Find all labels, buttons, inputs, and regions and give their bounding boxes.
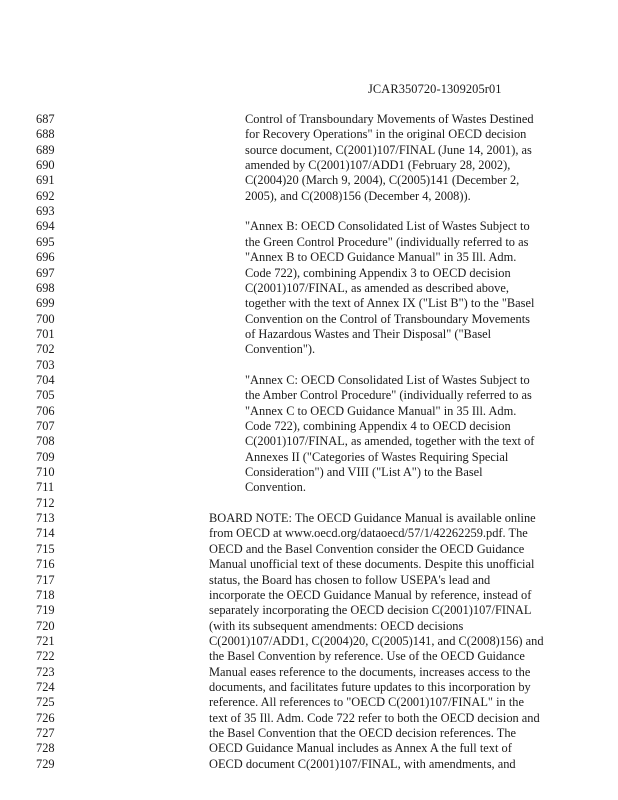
line-number: 699 — [36, 296, 55, 311]
document-id-header: JCAR350720-1309205r01 — [368, 82, 502, 96]
line-text: Code 722), combining Appendix 4 to OECD decision — [245, 419, 511, 433]
line-number: 689 — [36, 142, 55, 157]
text-line — [0, 741, 618, 756]
line-number: 712 — [36, 495, 55, 510]
line-text: documents, and facilitates future updates to this incorporation by — [209, 679, 531, 694]
line-text: BOARD NOTE: The OECD Guidance Manual is available online — [209, 511, 536, 526]
line-number: 722 — [36, 649, 55, 664]
text-line — [0, 542, 618, 557]
line-number: 687 — [36, 112, 55, 126]
text-line — [0, 573, 618, 588]
text-line — [0, 204, 618, 219]
line-text: OECD document C(2001)107/FINAL, with amendments, and — [209, 756, 516, 771]
line-number: 728 — [36, 741, 55, 756]
text-line — [0, 143, 618, 158]
text-line — [0, 480, 618, 495]
line-text: amended by C(2001)107/ADD1 (February 28, 2002), — [245, 158, 511, 173]
text-line — [0, 235, 618, 250]
text-line — [0, 526, 618, 541]
line-text: incorporate the OECD Guidance Manual by reference, instead of — [209, 587, 532, 602]
line-text: C(2001)107/FINAL, as amended as described above, — [245, 280, 509, 295]
text-line — [0, 603, 618, 618]
line-text: "Annex B to OECD Guidance Manual" in 35 Ill. Adm. — [245, 250, 517, 265]
line-text: separately incorporating the OECD decision C(2001)107/FINAL — [209, 603, 532, 618]
line-text: C(2001)107/ADD1, C(2004)20, C(2005)141, and C(2008)156) and — [209, 633, 544, 648]
line-text: the Basel Convention that the OECD decision references. The — [209, 726, 517, 740]
text-line — [0, 450, 618, 465]
line-number: 723 — [36, 664, 55, 679]
text-line — [0, 158, 618, 173]
line-text: "Annex B: OECD Consolidated List of Wastes Subject to — [245, 219, 530, 234]
line-number: 702 — [36, 342, 55, 357]
line-number: 707 — [36, 419, 55, 433]
line-number: 706 — [36, 403, 55, 418]
text-line — [0, 649, 618, 664]
text-line — [0, 219, 618, 234]
text-line — [0, 695, 618, 710]
text-line — [0, 266, 618, 281]
line-number: 719 — [36, 603, 55, 618]
line-number: 697 — [36, 265, 55, 280]
line-text: Control of Transboundary Movements of Wastes Destined — [245, 112, 534, 126]
line-text: C(2001)107/FINAL, as amended, together with the text of — [245, 434, 535, 449]
line-text: Convention"). — [245, 342, 316, 357]
line-text: of Hazardous Wastes and Their Disposal" ("Basel — [245, 326, 492, 341]
text-line — [0, 465, 618, 480]
line-text: OECD and the Basel Convention consider the OECD Guidance — [209, 541, 525, 556]
line-number: 715 — [36, 541, 55, 556]
line-text: reference. All references to "OECD C(2001)107/FINAL" in the — [209, 695, 524, 710]
text-line — [0, 327, 618, 342]
text-line — [0, 665, 618, 680]
line-text: (with its subsequent amendments: OECD decisions — [209, 618, 464, 633]
line-number: 703 — [36, 357, 55, 372]
line-number: 717 — [36, 572, 55, 587]
text-line — [0, 342, 618, 357]
line-number: 691 — [36, 173, 55, 188]
line-number: 718 — [36, 587, 55, 602]
line-text: 2005), and C(2008)156 (December 4, 2008)). — [245, 188, 471, 203]
text-line — [0, 711, 618, 726]
line-text: source document, C(2001)107/FINAL (June 14, 2001), as — [245, 142, 532, 157]
line-number: 700 — [36, 311, 55, 326]
line-text: text of 35 Ill. Adm. Code 722 refer to both the OECD decision and — [209, 710, 540, 725]
line-number: 693 — [36, 204, 55, 219]
text-line — [0, 511, 618, 526]
line-text: Manual unofficial text of these documents. Despite this unofficial — [209, 557, 535, 572]
text-line — [0, 173, 618, 188]
line-text: "Annex C: OECD Consolidated List of Wastes Subject to — [245, 372, 530, 387]
text-line — [0, 404, 618, 419]
line-text: OECD Guidance Manual includes as Annex A the full text of — [209, 741, 512, 756]
text-line — [0, 281, 618, 296]
text-line — [0, 312, 618, 327]
line-number: 690 — [36, 158, 55, 173]
text-line — [0, 680, 618, 695]
line-number: 711 — [36, 480, 55, 495]
line-number: 696 — [36, 250, 55, 265]
text-line — [0, 112, 618, 127]
line-number: 708 — [36, 434, 55, 449]
text-line — [0, 757, 618, 772]
line-number: 726 — [36, 710, 55, 725]
line-text: Convention on the Control of Transboundary Movements — [245, 311, 530, 326]
text-line — [0, 619, 618, 634]
line-text: C(2004)20 (March 9, 2004), C(2005)141 (December 2, — [245, 173, 520, 188]
text-line — [0, 388, 618, 403]
line-text: status, the Board has chosen to follow USEPA's lead and — [209, 572, 491, 587]
line-text: Annexes II ("Categories of Wastes Requiring Special — [245, 449, 509, 464]
text-line — [0, 189, 618, 204]
text-line — [0, 250, 618, 265]
line-number: 724 — [36, 679, 55, 694]
line-text: together with the text of Annex IX ("List B") to the "Basel — [245, 296, 535, 311]
line-number: 710 — [36, 465, 55, 480]
line-number: 714 — [36, 526, 55, 541]
text-line — [0, 588, 618, 603]
line-text: Code 722), combining Appendix 3 to OECD decision — [245, 265, 511, 280]
line-text: Convention. — [245, 480, 306, 495]
text-line — [0, 634, 618, 649]
text-line — [0, 358, 618, 373]
line-number: 721 — [36, 633, 55, 648]
line-number: 709 — [36, 449, 55, 464]
line-text: Consideration") and VIII ("List A") to the Basel — [245, 465, 483, 480]
line-text: the Amber Control Procedure" (individually referred to as — [245, 388, 532, 403]
line-text: the Basel Convention by reference. Use of the OECD Guidance — [209, 649, 525, 664]
line-number: 688 — [36, 127, 55, 142]
line-number: 692 — [36, 188, 55, 203]
line-number: 713 — [36, 511, 55, 526]
line-number: 695 — [36, 234, 55, 249]
text-line — [0, 434, 618, 449]
text-line — [0, 127, 618, 142]
line-text: Manual eases reference to the documents, increases access to the — [209, 664, 531, 679]
text-line — [0, 726, 618, 741]
text-line — [0, 496, 618, 511]
line-number: 720 — [36, 618, 55, 633]
line-text: from OECD at www.oecd.org/dataoecd/57/1/42262259.pdf. The — [209, 526, 528, 541]
line-number: 701 — [36, 326, 55, 341]
text-line — [0, 419, 618, 434]
line-number: 698 — [36, 280, 55, 295]
line-number: 729 — [36, 756, 55, 771]
line-number: 725 — [36, 695, 55, 710]
text-line — [0, 296, 618, 311]
line-text: the Green Control Procedure" (individually referred to as — [245, 234, 529, 249]
text-line — [0, 373, 618, 388]
line-text: "Annex C to OECD Guidance Manual" in 35 Ill. Adm. — [245, 403, 517, 418]
line-text: for Recovery Operations" in the original OECD decision — [245, 127, 527, 142]
line-number: 704 — [36, 372, 55, 387]
text-line — [0, 557, 618, 572]
line-number: 716 — [36, 557, 55, 572]
line-number: 727 — [36, 726, 55, 740]
line-number: 694 — [36, 219, 55, 234]
line-number: 705 — [36, 388, 55, 403]
